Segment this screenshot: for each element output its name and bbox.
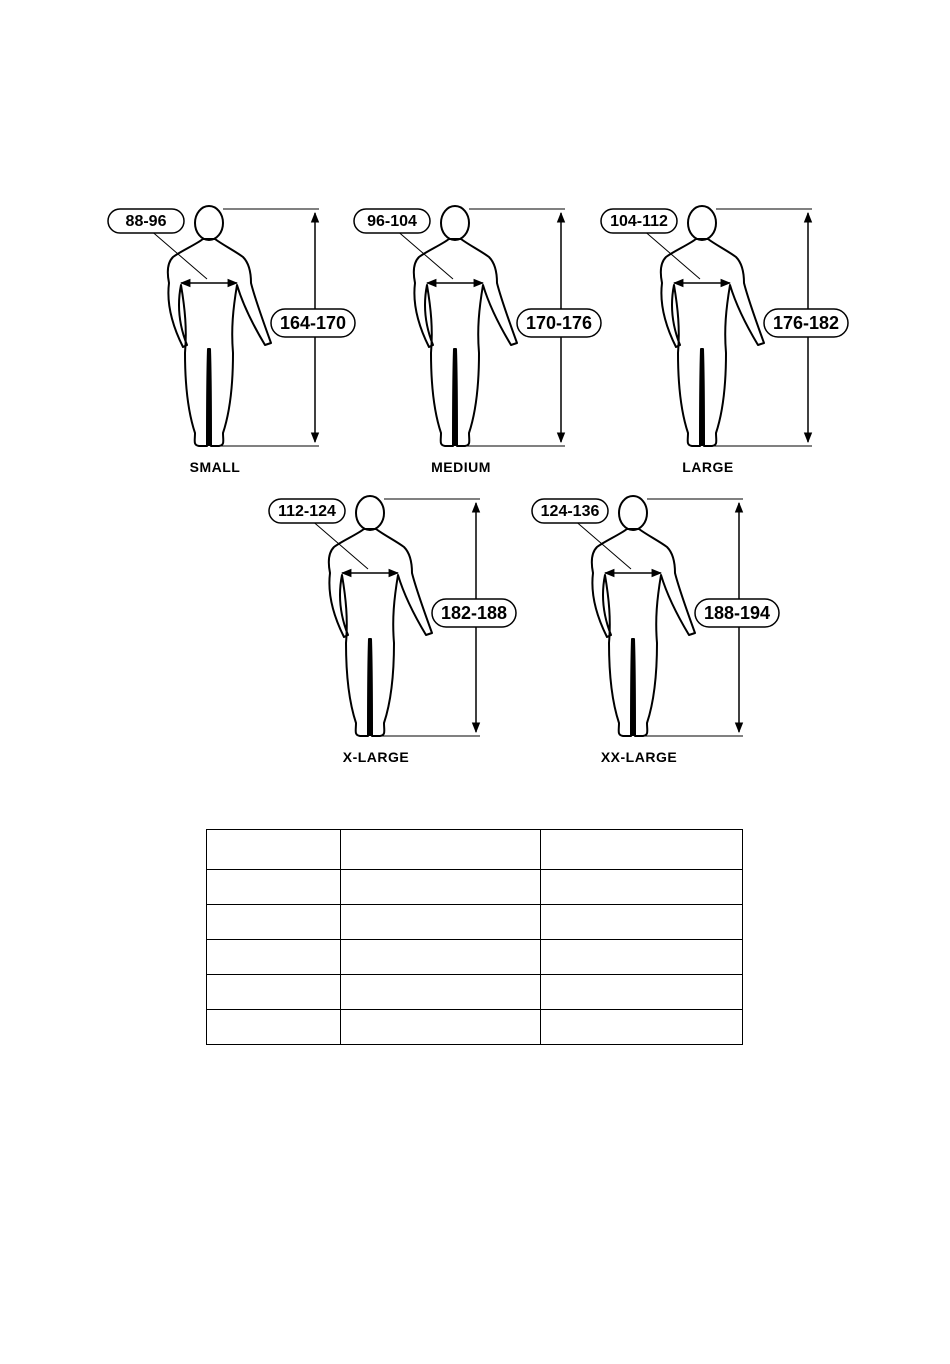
- chest-range-text: 96-104: [367, 213, 417, 230]
- table-cell: [341, 905, 541, 940]
- table-cell: [341, 975, 541, 1010]
- height-label: [764, 309, 848, 337]
- body-silhouette: [661, 239, 764, 446]
- chest-label: [532, 499, 608, 523]
- table-row: [207, 1010, 743, 1045]
- body-silhouette: [592, 529, 695, 736]
- size-caption: MEDIUM: [431, 459, 491, 475]
- chest-range-text: 88-96: [125, 213, 167, 230]
- chest-label: [269, 499, 345, 523]
- table-row: [207, 940, 743, 975]
- height-range-text: 182-188: [440, 603, 508, 623]
- chest-range-text: 124-136: [540, 503, 600, 520]
- size-figure: [269, 496, 516, 765]
- head-outline: [619, 496, 647, 530]
- table-cell: [341, 830, 541, 870]
- table-cell: [207, 940, 341, 975]
- chest-leader-line: [149, 229, 207, 279]
- height-label: [517, 309, 601, 337]
- table-cell: [541, 940, 743, 975]
- table-row: [207, 870, 743, 905]
- table-cell: [541, 830, 743, 870]
- size-figure: [601, 206, 848, 475]
- size-table: [206, 829, 743, 1045]
- head-outline: [195, 206, 223, 240]
- size-figure: [532, 496, 779, 765]
- chest-leader-line: [642, 229, 700, 279]
- chest-range-text: 112-124: [278, 503, 336, 520]
- body-silhouette: [168, 239, 271, 446]
- height-range-text: 164-170: [279, 313, 347, 333]
- table-row: [207, 975, 743, 1010]
- head-outline: [688, 206, 716, 240]
- chest-label: [108, 209, 184, 233]
- chest-range-text: 104-112: [610, 213, 668, 230]
- size-caption: LARGE: [682, 459, 734, 475]
- body-silhouette: [414, 239, 517, 446]
- table-cell: [207, 870, 341, 905]
- size-caption: SMALL: [189, 459, 241, 475]
- table-row: [207, 905, 743, 940]
- chest-label: [354, 209, 430, 233]
- height-range-text: 176-182: [772, 313, 840, 333]
- table-cell: [541, 975, 743, 1010]
- table-cell: [541, 870, 743, 905]
- height-label: [271, 309, 355, 337]
- chest-label: [601, 209, 677, 233]
- table-header-row: [207, 830, 743, 870]
- table-cell: [341, 940, 541, 975]
- height-range-text: 188-194: [703, 603, 771, 623]
- table-cell: [207, 1010, 341, 1045]
- table-cell: [207, 830, 341, 870]
- head-outline: [441, 206, 469, 240]
- size-figure: [108, 206, 355, 475]
- head-outline: [356, 496, 384, 530]
- table-cell: [207, 905, 341, 940]
- size-caption: X-LARGE: [342, 749, 410, 765]
- chest-leader-line: [310, 519, 368, 569]
- table-cell: [207, 975, 341, 1010]
- height-range-text: 170-176: [525, 313, 593, 333]
- height-label: [695, 599, 779, 627]
- table-cell: [341, 1010, 541, 1045]
- height-label: [432, 599, 516, 627]
- size-caption: XX-LARGE: [600, 749, 678, 765]
- table-cell: [341, 870, 541, 905]
- body-silhouette: [329, 529, 432, 736]
- table-cell: [541, 905, 743, 940]
- table-cell: [541, 1010, 743, 1045]
- chest-leader-line: [395, 229, 453, 279]
- chest-leader-line: [573, 519, 631, 569]
- size-figure: [354, 206, 601, 475]
